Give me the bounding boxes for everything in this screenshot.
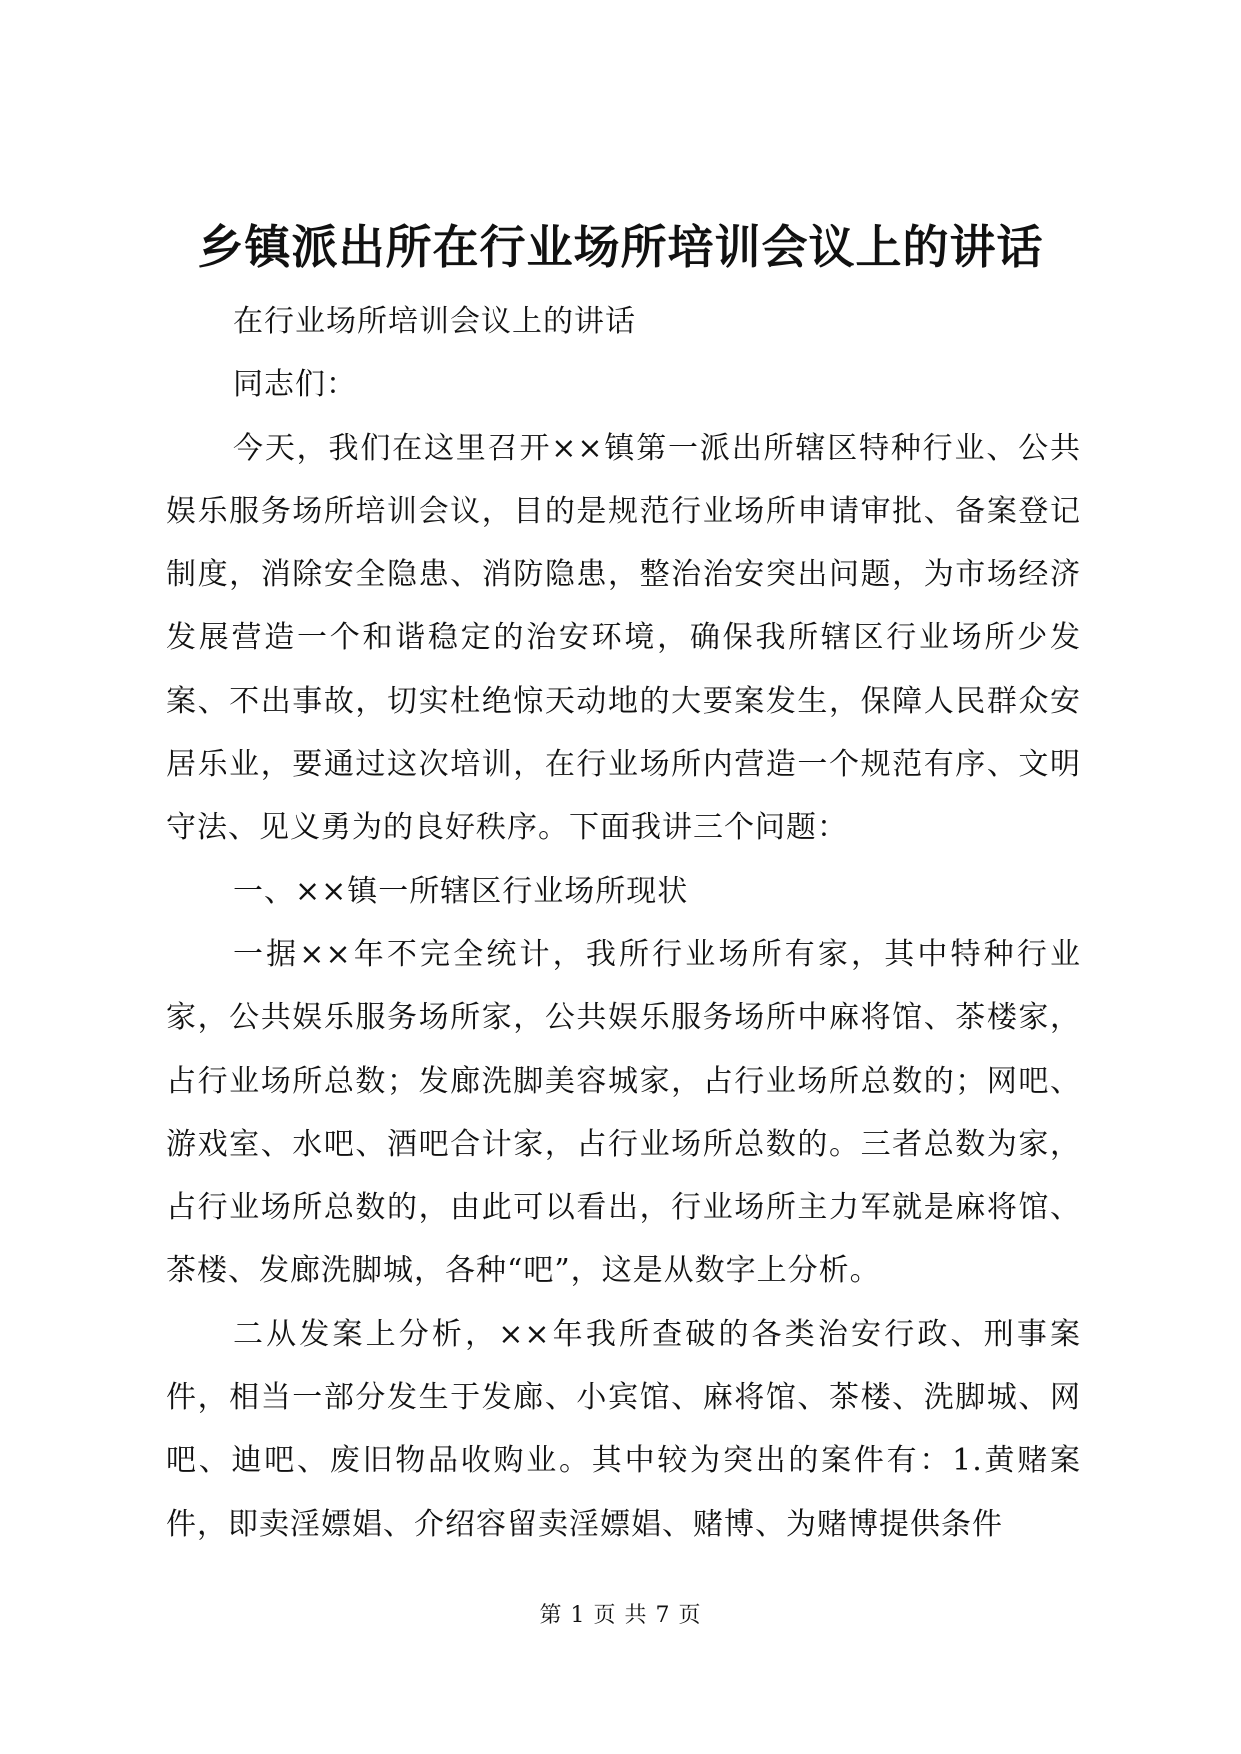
section-heading-1: 一、××镇一所辖区行业场所现状	[233, 873, 689, 909]
page-number-footer: 第 1 页 共 7 页	[539, 1603, 702, 1628]
salutation: 同志们：	[233, 367, 357, 403]
document-title: 乡镇派出所在行业场所培训会议上的讲话	[197, 220, 1044, 274]
document-body	[166, 290, 1081, 1556]
speech-subtitle: 在行业场所培训会议上的讲话	[233, 304, 636, 339]
paragraph-statistics: 一据××年不完全统计，我所行业场所有家，其中特种行业家，公共娱乐服务场所家，公共娱乐服务场所中麻将馆、茶楼家，占行业场所总数；发廊洗脚美容城家，占行业场所总数的；网吧、游戏室、水吧、酒吧合计家，占行业场所总数的。三者总数为家，占行业场所总数的，由此可以看出，行业场所主力军就是麻将馆、茶楼、发廊洗脚城，各种“吧”，这是从数字上分析。	[166, 936, 1081, 1289]
paragraph-intro: 今天，我们在这里召开××镇第一派出所辖区特种行业、公共娱乐服务场所培训会议，目的是规范行业场所申请审批、备案登记制度，消除安全隐患、消防隐患，整治治安突出问题，为市场经济发展营造一个和谐稳定的治安环境，确保我所辖区行业场所少发案、不出事故，切实杜绝惊天动地的大要案发生，保障人民群众安居乐业，要通过这次培训，在行业场所内营造一个规范有序、文明守法、见义勇为的良好秩序。下面我讲三个问题：	[166, 430, 1081, 846]
paragraph-case-analysis: 二从发案上分析，××年我所查破的各类治安行政、刑事案件，相当一部分发生于发廊、小宾馆、麻将馆、茶楼、洗脚城、网吧、迪吧、废旧物品收购业。其中较为突出的案件有：1.黄赌案件，即卖淫嫖娼、介绍容留卖淫嫖娼、赌博、为赌博提供条件	[166, 1316, 1081, 1542]
